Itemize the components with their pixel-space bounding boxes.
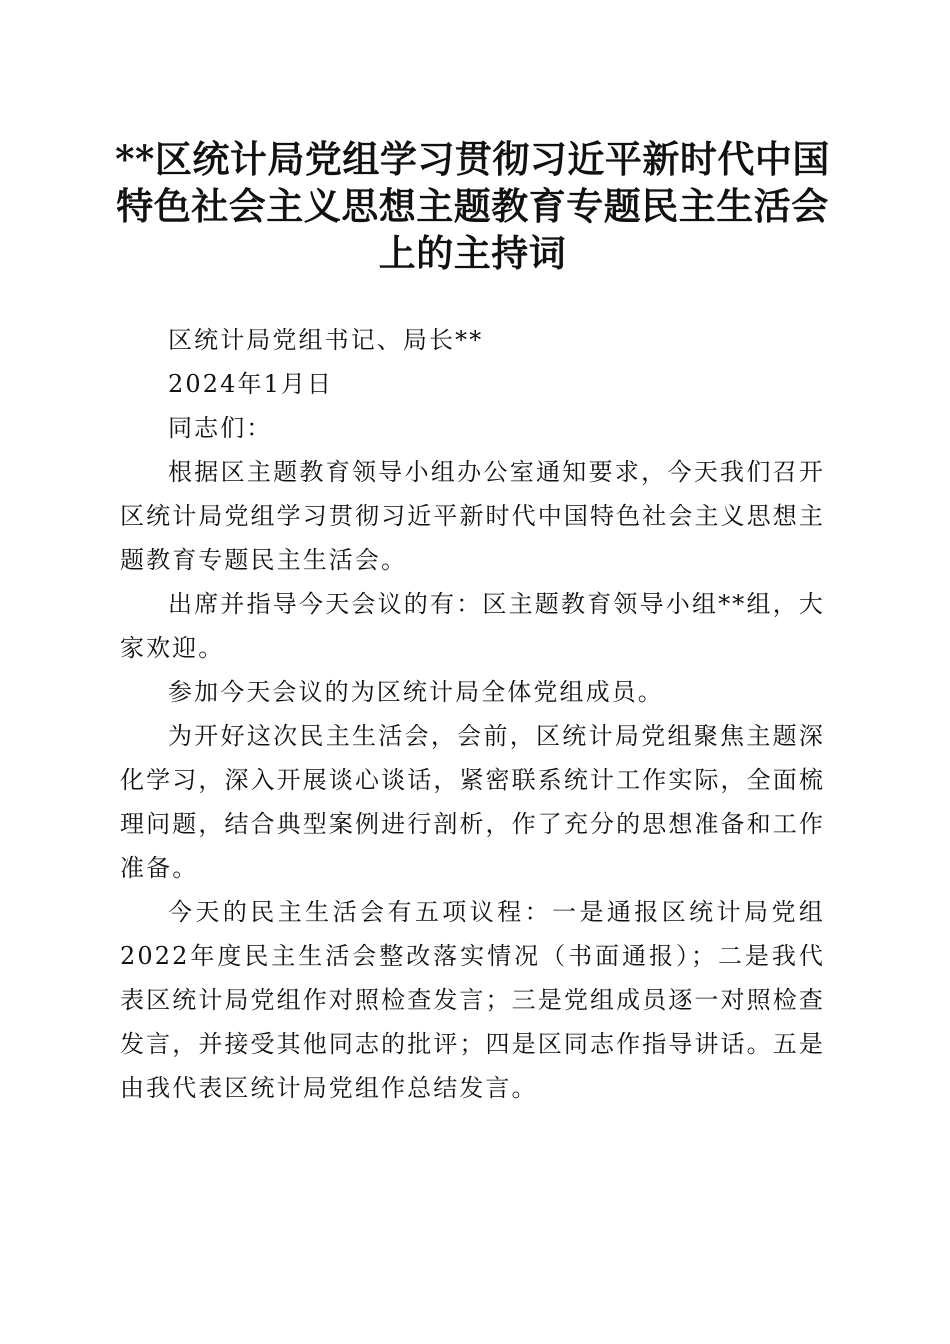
paragraph: 出席并指导今天会议的有：区主题教育领导小组**组，大家欢迎。 [120,590,825,662]
date-line: 2024年1月日 [168,370,334,398]
paragraph: 根据区主题教育领导小组办公室通知要求，今天我们召开区统计局党组学习贯彻习近平新时代中国特色社会主义思想主题教育专题民主生活会。 [120,458,825,574]
paragraph: 为开好这次民主生活会，会前，区统计局党组聚焦主题深化学习，深入开展谈心谈话，紧密联系统计工作实际，全面梳理问题，结合典型案例进行剖析，作了充分的思想准备和工作准备。 [120,722,825,882]
paragraph: 参加今天会议的为区统计局全体党组成员。 [168,678,664,706]
document-body [120,318,825,1110]
document-title: **区统计局党组学习贯彻习近平新时代中国特色社会主义思想主题教育专题民主生活会上的主持词 [115,137,830,275]
salutation: 同志们： [168,414,273,442]
paragraph: 今天的民主生活会有五项议程：一是通报区统计局党组2022年度民主生活会整改落实情况（书面通报）；二是我代表区统计局党组作对照检查发言；三是党组成员逐一对照检查发言，并接受其他同志的批评；四是区同志作指导讲话。五是由我代表区统计局党组作总结发言。 [120,898,825,1102]
author-line: 区统计局党组书记、局长** [168,326,484,354]
